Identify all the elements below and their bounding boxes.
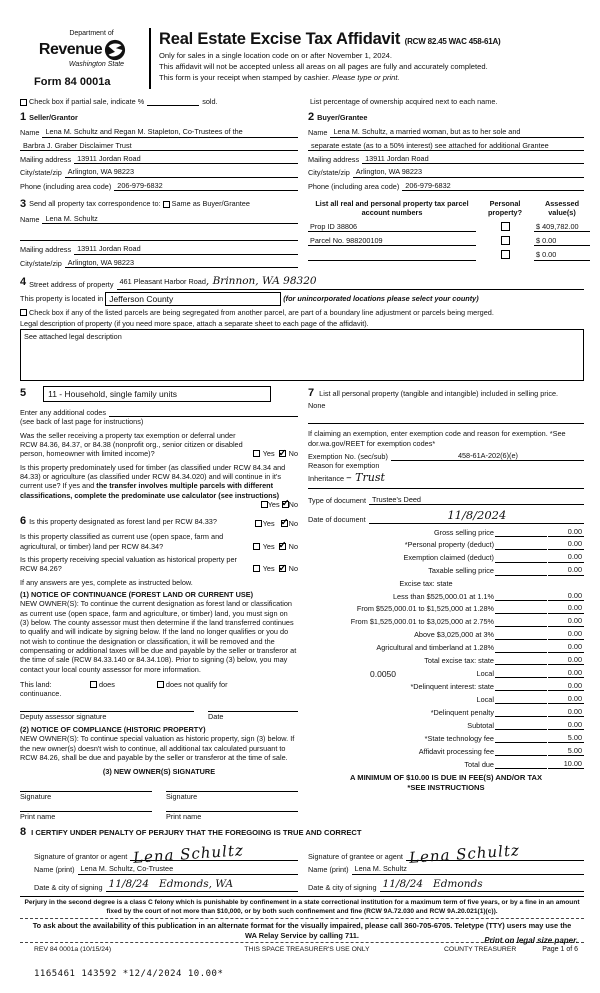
reason-for-exemption-label: Reason for exemption — [308, 461, 380, 471]
personal-property-deduct-value[interactable]: 0.00 — [548, 539, 584, 549]
subtotal-value[interactable]: 0.00 — [548, 720, 584, 730]
current-use-no-checkbox[interactable] — [279, 543, 286, 550]
parcel-numbers-header: List all real and personal property tax parcel account numbers — [315, 199, 469, 218]
tax-exemption-question: Was the seller receiving a property tax exemption or deferral under RCW 84.36, 84.37, or 84.38 (nonprofit org., senior citizen or disabled person, homeowner with limited income)? Yes ✓ No — [20, 431, 298, 459]
current-use-question: Is this property classified as current use (open space, farm and agricultural, or timber) land per RCW 84.34? Yes ✓ No — [20, 532, 298, 551]
agricultural-value[interactable]: 0.00 — [548, 642, 584, 652]
historic-no-checkbox[interactable] — [279, 565, 286, 572]
section-4-number: 4 — [20, 276, 27, 289]
does-not-qualify-checkbox[interactable] — [157, 681, 164, 688]
header-note-3: This form is your receipt when stamped by cashier. Please type or print. — [159, 72, 400, 82]
affidavit-processing-fee-value[interactable]: 5.00 — [548, 746, 584, 756]
ownership-note: List percentage of ownership acquired next to each name. — [310, 96, 498, 106]
timber-yes-no: Yes ✓ No — [20, 500, 298, 509]
correspondence-name-field[interactable]: Lena M. Schultz — [42, 214, 298, 224]
perjury-statement: Perjury in the second degree is a class C felony which is punishable by confinement in a state correctional institution for a maximum term of five years, or by a fine in an amount fixed by the court of not more than $10,000, or by both such confinement and fine (RCW 9A.72.030 and RCW 9A.20.021(1)(c)). — [20, 896, 584, 917]
tier2-value[interactable]: 0.00 — [548, 603, 584, 613]
forest-land-question: 6 Is this property designated as forest land per RCW 84.33? Yes ✓ No — [20, 514, 298, 528]
notice-continuance-body: NEW OWNER(S): To continue the current designation as forest land or classification as current use (open space, farm and agriculture, or timber) land, you must sign on (3) below. The county assessor must then determine if the land transferred continues to qualify and will indicate by signing below. If the land no longer qualifies or you do not wish to continue the designation or classification, it will be removed and the compensating or additional taxes will be due and payable by the seller or transferor at the time of sale (RCW 84.33.140 or 84.34.108). Prior to signing (3) below, you may contact your local county assessor for more information. — [20, 599, 297, 674]
reason-handwritten: – Trust — [346, 470, 385, 484]
correspondence-mailing-field[interactable]: 13911 Jordan Road — [74, 244, 298, 254]
rcw-reference: (RCW 82.45 WAC 458-61A) — [404, 37, 501, 46]
certification-section: 8 I CERTIFY UNDER PENALTY OF PERJURY THAT THE FOREGOING IS TRUE AND CORRECT Signature of grantor or agent Lena Schultz Name (print) Lena M. Schultz, Co-Trustee Date & city of signing 11/8/24 Edmonds, WA Signature of grantee or agent Lena Schultz Name (print) Lena M. Schultz Date & city of signing 11/8/24 Edmonds — [20, 825, 584, 892]
seller-name-field[interactable]: Lena M. Schultz and Regan M. Stapleton, Co-Trustees of the — [42, 127, 298, 137]
section-8-number: 8 — [20, 826, 27, 839]
property-address-section: 4 Street address of property 461 Pleasant Harbor Road, Brinnon, WA 98320 This property is located in Jefferson County (for unincorporated locations please select your county) Check box if any of the listed parcels are being segregated from another parcel, are part of a boundary line adjustment or parcels being merged. Legal description of property (if you need more space, attach a separate sheet to each page of the affidavit). See attached legal description — [20, 275, 584, 381]
local-rate-value[interactable]: 0.0050 — [370, 669, 396, 680]
taxable-selling-price-value[interactable]: 0.00 — [548, 565, 584, 575]
personal-property-checkbox[interactable] — [501, 222, 510, 231]
segregated-label: Check box if any of the listed parcels are being segregated from another parcel, are part of a boundary line adjustment or parcels being merged. — [29, 308, 494, 318]
assessed-value-header: Assessed value(s) — [544, 199, 580, 218]
section-6-number: 6 — [20, 515, 27, 528]
buyer-mailing-field[interactable]: 13911 Jordan Road — [362, 154, 584, 164]
correspondence-label: Send all property tax correspondence to: — [29, 199, 161, 209]
see-instructions-note: *SEE INSTRUCTIONS — [407, 782, 485, 792]
same-as-buyer-checkbox[interactable] — [163, 201, 170, 208]
personal-property-field[interactable] — [308, 410, 584, 424]
grantor-print-name-field[interactable]: Lena M. Schultz, Co-Trustee — [78, 864, 298, 874]
form-number: Form 84 0001a — [34, 75, 111, 88]
parcel-row — [308, 222, 590, 232]
exemption-no-checkbox[interactable] — [279, 450, 286, 457]
timber-yes-checkbox[interactable] — [261, 501, 268, 508]
section-3-number: 3 — [20, 198, 27, 211]
personal-property-checkbox[interactable] — [501, 236, 510, 245]
affidavit-page: Department of Revenue Washington State Form 84 0001a Real Estate Excise Tax Affidavit (RCW 82.45 WAC 458-61A) Only for sales in a single location code on or after November 1, 2024. This affidavit will not be accepted unless all areas on all pages are fully and accurately completed. This form is your receipt when stamped by cashier. Please type or print. Check box if partial sale, indicate % sold. List percentage of ownership acquired next to each name. 1 Seller/Grantor Name Lena M. Schultz and Regan M. Stapleton, Co-Trustees of the Barbra J. Graber Disclaimer Trust Mailing address 13911 Jordan Road City/state/zip Arlington, WA 98223 Phone (including area code) 206-979-6832 2 Buyer/Grantee Name Lena M. Schultz, a married woman, but as to her sole and separate estate (as to a 50% interest) see attached for additional Grantee Mailing address 13911 Jordan Road City/state/zip Arlington, WA 98223 Phone (including area code) 206-979-6832 3 Send all property tax correspondence to: Same as Buyer/Grantee Name Lena M. Schultz Mailing address 13911 Jordan Road City/state/zip Arlington, WA 98223 List all real and personal property tax parcel account numbers Personal property? Assessed value(s) Prop ID 38806 $ 409,782.00 Parcel No. 988200109 $ 0.00 $ 0.00 4 Street address of property 461 Pleasant Harbor Road, Brinnon, WA 98320 This property is located in Jefferson County (for unincorporated locations please select your county) Check box if any of the listed parcels are being segregated from another parcel, are part of a boundary line adjustment or parcels being merged. Legal description of property (if you need more space, attach a separate sheet to each page of the affidavit). See attached legal description 5 11 - Household, single family units Enter any additional codes (see back of last page for instructions) Was the seller receiving a property tax exemption or deferral under RCW 84.36, 84.37, or 84.38 (nonprofit org., senior citizen or disabled person, homeowner with limited income)? Yes ✓ No Is this property predominately used for timber (as classified under RCW 84.34 and 84.33) or agriculture (as classified under RCW 84.34.020) and will continue in it's current use? If yes and the transfer involves multiple parcels with different classifications, complete the predominate use calculator (see instructions) Yes ✓ No 6 Is this property designated as forest land per RCW 84.33? Yes ✓ No Is this property classified as current use (open space, farm and agricultural, or timber) land per RCW 84.34? Yes ✓ No Is this property receiving special valuation as historical property per RCW 84.26? Yes ✓ No If any answers are yes, complete as instructed below. (1) NOTICE OF CONTINUANCE (FOREST LAND OR CURRENT USE) NEW OWNER(S): To continue the current designation as forest land or classification as current use (open space, farm and agriculture, or timber) land, you must sign on (3) below. The county assessor must then determine if the land transferred continues to qualify and will indicate by signing below. If the land no longer qualifies or you do not wish to continue the designation or classification, it will be removed and the compensating or additional taxes will be due and payable by the seller or transferor at the time of sale (RCW 84.33.140 or 84.34.108). Prior to signing (3) below, you may contact your local county assessor for more information. This land: does does not qualify for continuance. Deputy assessor signature Date (2) NOTICE OF COMPLIANCE (HISTORIC PROPERTY) NEW OWNER(S): To continue special valuation as historic property, sign (3) below. If the new owner(s) doesn't wish to continue, all additional tax calculated pursuant to RCW 84.26, shall be due and payable by the seller or transferor at the time of sale. (3) NEW OWNER(S) SIGNATURE Signature Signature Print name Print name 7 List all personal property (tangible and intangible) included in selling price. None If claiming an exemption, enter exemption code and reason for exemption. *See dor.wa.gov/REET for exemption codes* Exemption No. (sec/sub) 458-61A-202(6)(e) Reason for exemption Inheritance – Trust Type of document Trustee's Deed Date of document 11/8/2024 Gross selling price 0.00 *Personal property (deduct) 0.00 Exemption claimed (deduct) 0.00 Taxable selling price 0.00 Excise tax: state Less than $525,000.01 at 1.1% 0.00 From $525,000.01 to $1,525,000 at 1.28% 0.00 From $1,525,000.01 to $3,025,000 at 2.75% 0.00 Above $3,025,000 at 3% 0.00 Agricultural and timberland at 1.28% 0.00 Total excise tax: state 0.00 0.0050 Local 0.00 *Delinquent interest: state 0.00 Local 0.00 *Delinquent penalty 0.00 Subtotal 0.00 *State technology fee 5.00 Affidavit processing fee 5.00 Total due 10.00 A MINIMUM OF $10.00 IS DUE IN FEE(S) AND/OR TAX *SEE INSTRUCTIONS 8 I CERTIFY UNDER PENALTY OF PERJURY THAT THE FOREGOING IS TRUE AND CORRECT Signature of grantor or agent Lena Schultz Name (print) Lena M. Schultz, Co-Trustee Date & city of signing 11/8/24 Edmonds, WA Signature of grantee or agent Lena Schultz Name (print) Lena M. Schultz Date & city of signing 11/8/24 Edmonds Perjury in the second degree is a class C felony which is punishable by confinement in a state correctional institution for a maximum term of five years, or by a fine in an amount fixed by the court of not more than $10,000, or by both such confinement and fine (RCW 9A.72.030 and RCW 9A.20.021(1)(c)). To ask about the availability of this publication in an alternate format for the visually impaired, please call 360-705-6705. Teletype (TTY) users may use the WA Relay Service by calling 711. REV 84 0001a (10/15/24) THIS SPACE TREASURER'S USE ONLY COUNTY TREASURER 1165461 143592 *12/4/2024 10.00* Print on legal size paper. Page 1 of 6 — [0, 0, 600, 993]
land-use-code-section — [20, 386, 298, 402]
buyer-grantee-section: 2 Buyer/Grantee Name Lena M. Schultz, a married woman, but as to her sole and separate estate (as to a 50% interest) see attached for additional Grantee Mailing address 13911 Jordan Road City/state/zip Arlington, WA 98223 Phone (including area code) 206-979-6832 — [308, 110, 584, 191]
parcel-row — [308, 250, 590, 260]
certify-statement: I CERTIFY UNDER PENALTY OF PERJURY THAT THE FOREGOING IS TRUE AND CORRECT — [31, 828, 362, 838]
grantee-print-name-field[interactable]: Lena M. Schultz — [352, 864, 584, 874]
assessed-value-field[interactable]: $ 0.00 — [534, 236, 590, 246]
personal-property-label: List all personal property (tangible and intangible) included in selling price. — [319, 389, 559, 399]
assessed-value-field[interactable]: $ 0.00 — [534, 250, 590, 260]
notice-compliance-body: NEW OWNER(S): To continue special valuation as historic property, sign (3) below. If the new owner(s) doesn't wish to continue, all additional tax calculated pursuant to RCW 84.26, shall be due and payable by the seller or transferor at the time of sale. — [20, 734, 295, 762]
new-owner-signature-title: (3) NEW OWNER(S) SIGNATURE — [102, 767, 216, 777]
washington-state-label: Washington State — [68, 60, 125, 68]
county-select[interactable]: Jefferson County — [105, 292, 281, 307]
personal-property-value[interactable]: None — [308, 401, 326, 411]
dor-logo-block — [20, 28, 145, 89]
tier4-value[interactable]: 0.00 — [548, 629, 584, 639]
current-use-yes-checkbox[interactable] — [253, 543, 260, 550]
buyer-city-field[interactable]: Arlington, WA 98223 — [353, 167, 584, 177]
deputy-date-field[interactable]: Date — [208, 711, 298, 721]
header-divider — [149, 28, 151, 89]
timber-use-question: Is this property predominately used for timber (as classified under RCW 84.34 and 84.33) or agriculture (as classified under RCW 84.34.020) and will continue in it's current use? If yes and the transfer involves multiple parcels with different classifications, complete the predominate use calculator (see instructions) — [20, 462, 286, 500]
buyer-heading: Buyer/Grantee — [317, 113, 368, 123]
owner-print-name-field-2[interactable]: Print name — [166, 811, 298, 821]
revenue-wordmark: Revenue — [38, 40, 103, 58]
header-note-1: Only for sales in a single location code on or after November 1, 2024. — [159, 51, 393, 61]
section-1-number: 1 — [20, 111, 27, 124]
correspondence-section: 3 Send all property tax correspondence to: Same as Buyer/Grantee Name Lena M. Schultz Mailing address 13911 Jordan Road City/state/zip Arlington, WA 98223 — [20, 197, 308, 268]
forest-no-checkbox[interactable] — [281, 520, 288, 527]
forest-yes-checkbox[interactable] — [255, 520, 262, 527]
dept-of-label: Department of — [69, 30, 114, 37]
reason-field-line — [308, 485, 584, 489]
local-tax-value[interactable]: 0.00 — [548, 668, 584, 678]
section-5-number: 5 — [20, 387, 27, 400]
tier1-value[interactable]: 0.00 — [548, 591, 584, 601]
state-technology-fee-value[interactable]: 5.00 — [548, 733, 584, 743]
parcel-row — [308, 236, 590, 246]
does-qualify-checkbox[interactable] — [90, 681, 97, 688]
minimum-due-note: A MINIMUM OF $10.00 IS DUE IN FEE(S) AND/OR TAX — [349, 772, 543, 782]
gross-selling-price-value[interactable]: 0.00 — [548, 527, 584, 537]
county-note: (for unincorporated locations please select your county) — [283, 294, 479, 304]
seller-phone-field[interactable]: 206-979-6832 — [114, 181, 298, 191]
header-note-2: This affidavit will not be accepted unless all areas on all pages are fully and accurately completed. — [159, 61, 488, 71]
partial-sale-checkbox[interactable] — [20, 99, 27, 106]
additional-codes-field[interactable] — [109, 409, 298, 417]
grantor-signature-field[interactable] — [130, 841, 298, 868]
exemption-number-field[interactable]: 458-61A-202(6)(e) — [391, 451, 584, 461]
document-type-field[interactable]: Trustee's Deed — [369, 495, 584, 505]
document-date-field[interactable]: 11/8/2024 — [369, 508, 584, 524]
legal-description-label: Legal description of property (if you need more space, attach a separate sheet to each page of the affidavit). — [20, 318, 369, 328]
notice-continuance-title: (1) NOTICE OF CONTINUANCE (FOREST LAND OR CURRENT USE) — [20, 589, 254, 599]
see-back-note: (see back of last page for instructions) — [20, 417, 144, 427]
exemption-claimed-value[interactable]: 0.00 — [548, 552, 584, 562]
revenue-logo-icon — [104, 39, 126, 61]
owner-print-name-field-1[interactable]: Print name — [20, 811, 152, 821]
correspondence-city-field[interactable]: Arlington, WA 98223 — [65, 258, 298, 268]
correspondence-name-field-2[interactable] — [20, 233, 298, 241]
exemption-intro: If claiming an exemption, enter exemption code and reason for exemption. *See dor.wa.gov/REET for exemption codes* — [308, 429, 566, 448]
delinquent-interest-local-value[interactable]: 0.00 — [548, 694, 584, 704]
land-use-code-select[interactable]: 11 - Household, single family units — [43, 386, 271, 402]
seller-grantor-section: 1 Seller/Grantor Name Lena M. Schultz and Regan M. Stapleton, Co-Trustees of the Barbra J. Graber Disclaimer Trust Mailing address 13911 Jordan Road City/state/zip Arlington, WA 98223 Phone (including area code) 206-979-6832 — [20, 110, 308, 191]
notice-compliance-title: (2) NOTICE OF COMPLIANCE (HISTORIC PROPERTY) — [20, 724, 206, 734]
parcel-table — [308, 197, 590, 268]
parcel-id-field[interactable]: Prop ID 38806 — [308, 222, 476, 232]
buyer-name-field[interactable]: Lena M. Schultz, a married woman, but as to her sole and — [330, 127, 584, 137]
land-qualify-row: This land: does does not qualify for — [20, 679, 228, 689]
print-legal-note: Print on legal size paper. — [484, 935, 578, 945]
grantor-signature: Lena Schultz — [132, 841, 245, 868]
form-header — [20, 28, 584, 89]
buyer-name-field-2[interactable]: separate estate (as to a 50% interest) see attached for additional Grantee — [308, 141, 584, 151]
form-title: Real Estate Excise Tax Affidavit (RCW 82.45 WAC 458-61A) — [159, 30, 501, 48]
grantee-date-city-field[interactable]: 11/8/24 Edmonds — [380, 878, 584, 892]
seller-mailing-field[interactable]: 13911 Jordan Road — [74, 154, 298, 164]
page-number: Page 1 of 6 — [542, 946, 578, 954]
exemption-yes-checkbox[interactable] — [253, 450, 260, 457]
grantor-date-city-field[interactable]: 11/8/24 Edmonds, WA — [106, 878, 298, 892]
if-yes-note: If any answers are yes, complete as instructed below. — [20, 577, 193, 587]
personal-property-section — [308, 386, 584, 400]
county-treasurer-label: COUNTY TREASURER — [444, 946, 517, 954]
partial-sale-row — [20, 97, 310, 106]
personal-property-header: Personal property? — [487, 199, 523, 218]
section-7-number: 7 — [308, 387, 315, 400]
treasurer-space-label: THIS SPACE TREASURER'S USE ONLY — [244, 946, 370, 954]
grantee-signature-field[interactable] — [406, 841, 584, 868]
legal-description-field[interactable]: See attached legal description — [20, 329, 584, 381]
total-due-value[interactable]: 10.00 — [548, 759, 584, 769]
street-address-handwritten: , Brinnon, WA 98320 — [205, 275, 317, 288]
parcel-id-field[interactable] — [308, 253, 476, 261]
deputy-assessor-signature-field[interactable]: Deputy assessor signature — [20, 711, 194, 721]
reason-for-exemption-value[interactable]: Inheritance – Trust — [308, 470, 385, 484]
street-address-field[interactable]: 461 Pleasant Harbor Road, Brinnon, WA 98320 — [117, 275, 585, 289]
alternate-format-note: To ask about the availability of this publication in an alternate format for the visually impaired, please call 360-705-6705. Teletype (TTY) users may use the WA Relay Service by calling 711. — [20, 918, 584, 942]
rev-form-number: REV 84 0001a (10/15/24) — [34, 946, 112, 954]
historic-property-question: Is this property receiving special valuation as historical property per RCW 84.26? Yes ✓ No — [20, 555, 298, 574]
historic-yes-checkbox[interactable] — [253, 565, 260, 572]
same-as-buyer-label: Same as Buyer/Grantee — [171, 199, 250, 209]
timber-no-checkbox[interactable] — [282, 501, 289, 508]
owner-signature-field-1[interactable]: Signature — [20, 791, 152, 801]
seller-name-field-2[interactable]: Barbra J. Graber Disclaimer Trust — [20, 141, 298, 151]
excise-tax-state-header: Excise tax: state — [399, 578, 453, 588]
continuance-label: continuance. — [20, 689, 62, 699]
total-excise-state-value[interactable]: 0.00 — [548, 655, 584, 665]
section-2-number: 2 — [308, 111, 315, 124]
grantee-signature: Lena Schultz — [408, 841, 521, 868]
buyer-phone-field[interactable]: 206-979-6832 — [402, 181, 584, 191]
delinquent-interest-state-value[interactable]: 0.00 — [548, 681, 584, 691]
assessed-value-field[interactable]: $ 409,782.00 — [534, 222, 590, 232]
partial-sale-percent-field[interactable] — [147, 98, 199, 106]
delinquent-penalty-value[interactable]: 0.00 — [548, 707, 584, 717]
parcel-id-field[interactable]: Parcel No. 988200109 — [308, 236, 476, 246]
partial-sale-label: Check box if partial sale, indicate % — [29, 96, 145, 106]
segregated-checkbox[interactable] — [20, 309, 27, 316]
seller-heading: Seller/Grantor — [29, 113, 78, 123]
treasurer-stamp: 1165461 143592 *12/4/2024 10.00* — [34, 968, 224, 979]
personal-property-checkbox[interactable] — [501, 250, 510, 259]
located-in-label: This property is located in — [20, 294, 104, 304]
seller-city-field[interactable]: Arlington, WA 98223 — [65, 167, 298, 177]
sold-label: sold. — [202, 96, 218, 106]
tier3-value[interactable]: 0.00 — [548, 616, 584, 626]
owner-signature-field-2[interactable]: Signature — [166, 791, 298, 801]
